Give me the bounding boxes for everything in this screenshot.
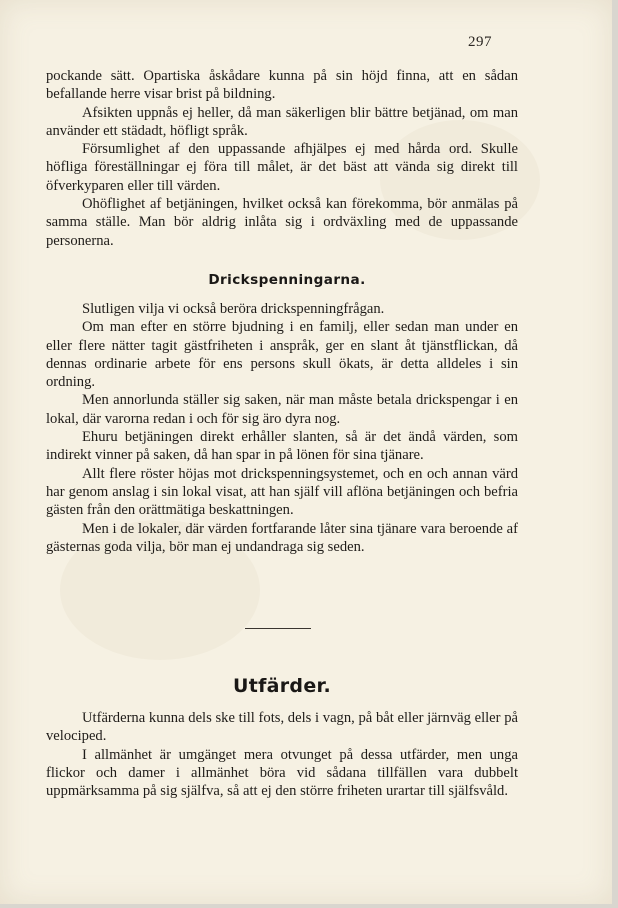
section-body-drickspenningarna [46, 300, 518, 556]
page-number: 297 [468, 34, 492, 50]
paragraph: Utfärderna kunna dels ske till fots, dels i vagn, på båt eller järnväg eller på velociped. [46, 710, 518, 745]
section-divider [245, 628, 311, 629]
paragraph: Men annorlunda ställer sig saken, när man måste betala drickspengar i en lokal, där varorna redan i och för sig äro dyra nog. [46, 392, 518, 427]
paragraph: pockande sätt. Opartiska åskådare kunna på sin höjd finna, att en sådan befallande herre visar brist på bildning. [46, 68, 518, 103]
paragraph: Försumlighet af den uppassande afhjälpes ej med hårda ord. Skulle höfliga föreställningar ej föra till målet, är det bäst att vända sig direkt till öfverkyparen eller till värden. [46, 141, 518, 194]
section-body-utfarder [46, 709, 518, 800]
paragraph: Allt flere röster höjas mot drickspenningsystemet, och en och annan värd har genom anslag i sin lokal visat, att han själf vill aflöna betjäningen och befria gästen från den orättmätiga beskattningen. [46, 465, 518, 519]
paragraph: Afsikten uppnås ej heller, då man säkerligen blir bättre betjänad, om man använder ett städadt, höfligt språk. [46, 104, 518, 139]
paragraph: Slutligen vilja vi också beröra drickspenningfrågan. [82, 301, 385, 317]
paragraph: Men i de lokaler, där värden fortfarande låter sina tjänare vara beroende af gästernas goda vilja, bör man ej undandraga sig seden. [46, 520, 518, 555]
paragraph: I allmänhet är umgänget mera otvunget på dessa utfärder, men unga flickor och damer i allmänhet böra vid sådana tillfällen vara dubbelt uppmärksamma på sig själfva, så att ej den större friheten urartar till själfsvåld. [46, 746, 518, 800]
paragraph: Om man efter en större bjudning i en familj, eller sedan man under en eller flere nätter tagit gästfriheten i anspråk, ger en slant åt tjänstflickan, då dennas ordinarie arbete för ens persons skull ökats, är detta alldeles i sin ordning. [46, 319, 518, 391]
section-heading-utfarder: Utfärder. [232, 675, 332, 697]
paragraph: Ohöflighet af betjäningen, hvilket också kan förekomma, bör anmälas på samma ställe. Man bör aldrig inlåta sig i ordväxling med de uppassande personerna. [46, 196, 518, 249]
paragraph: Ehuru betjäningen direkt erhåller slanten, så är det ändå värden, som indirekt vinner på saken, då han spar in på lönen för sina tjänare. [46, 429, 518, 464]
section-heading-drickspenningarna: Drickspenningarna. [208, 272, 366, 288]
continuation-text [46, 67, 518, 250]
